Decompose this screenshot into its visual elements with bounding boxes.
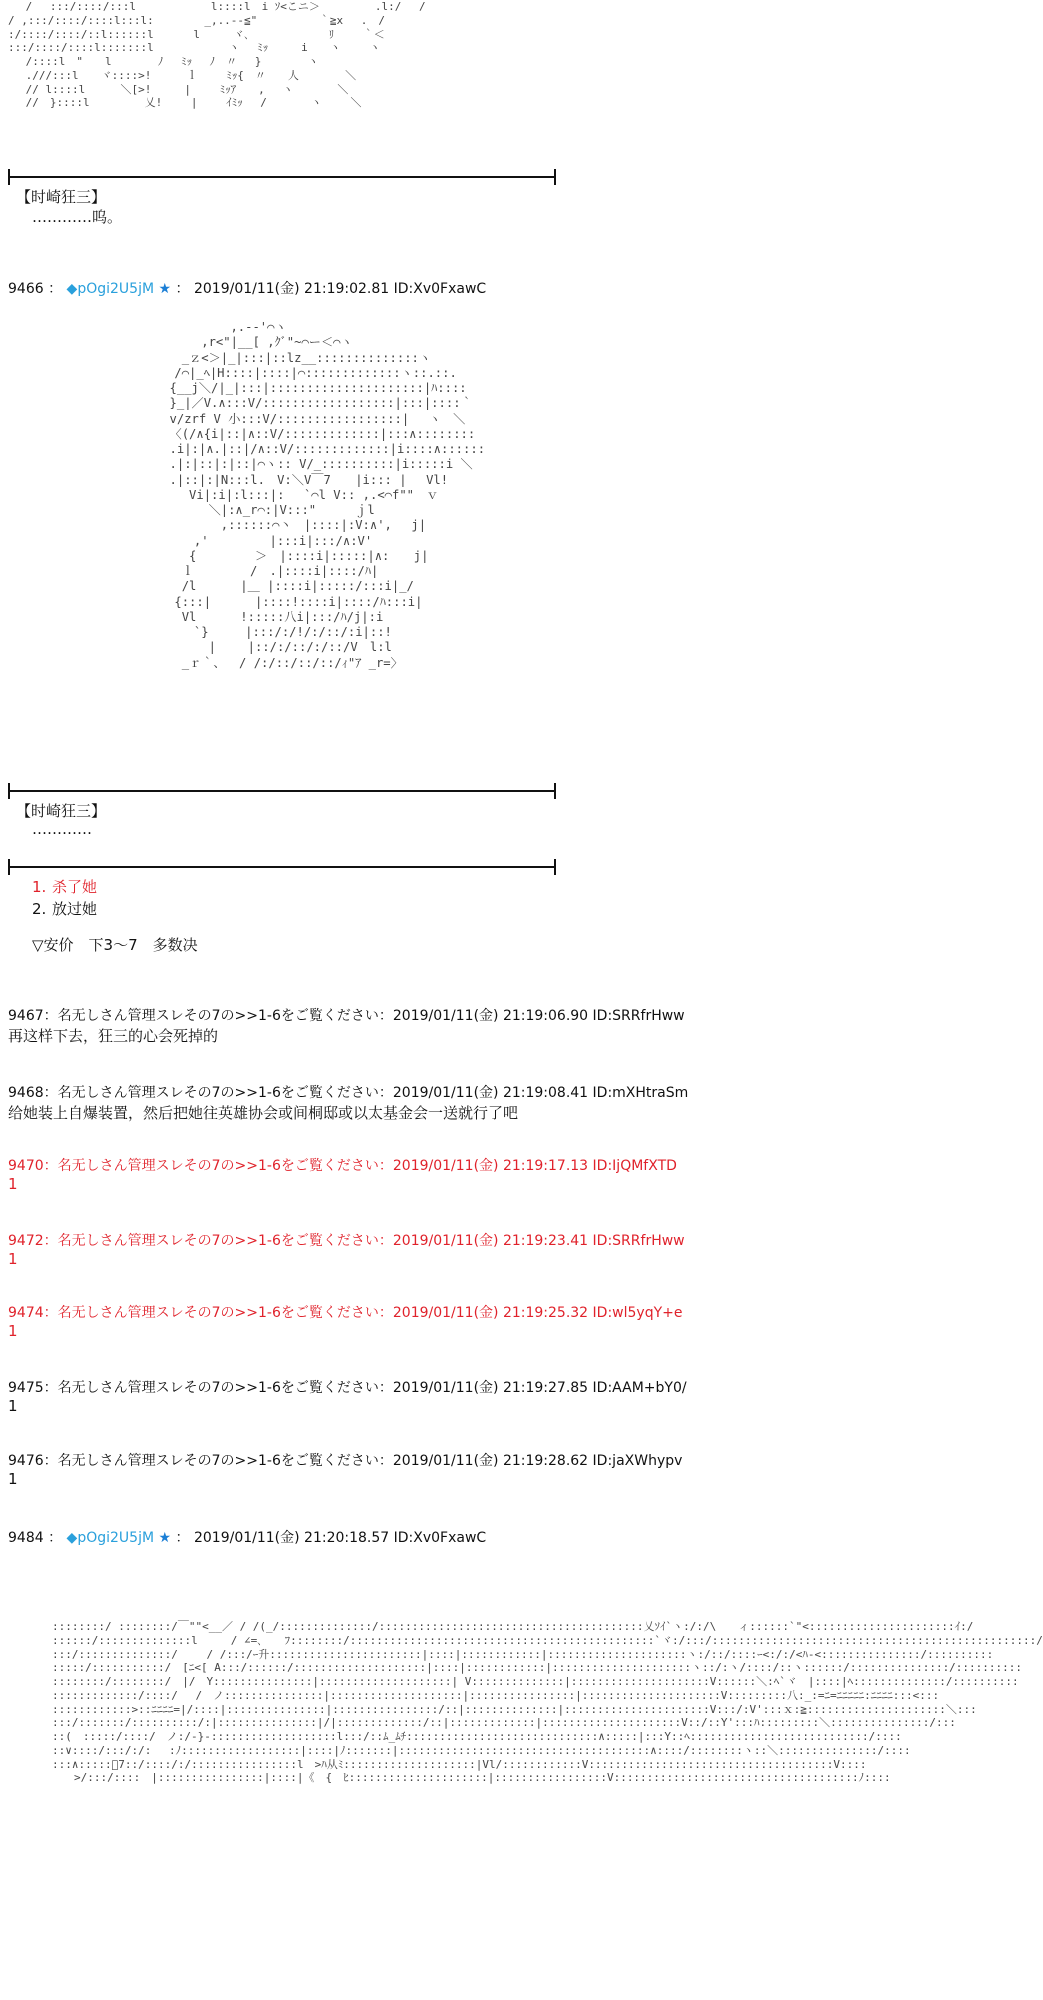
star-icon: ★ (158, 281, 172, 297)
separator: ： (48, 281, 63, 297)
post-number[interactable]: 9484 (8, 1530, 44, 1546)
separator: ： (43, 1380, 58, 1396)
reply-body: 1 (8, 1250, 18, 1268)
separator: ： (175, 1530, 190, 1546)
reply-header (8, 1302, 683, 1322)
reply-body: 1 (8, 1175, 18, 1193)
post-id[interactable]: ID:SRRfrHww (592, 1008, 685, 1024)
post-datetime: 2019/01/11(金) 21:20:18.57 (193, 1530, 390, 1546)
ascii-art-top: / :::/::::/:::l l::::l i ｿ<こニ＞ .l:/ / / ,:::/::::/::::l:::l: _,..-‐≦" ｀≧x . / :/::::/::::/::l::::::l l ヾ､ ﾘ ｀＜ :::/::::/::::l:::::::l ヽ ﾐｯ i ヽ ヽ /::::l " l ﾉ ﾐｯ ﾉ 〃 } ヽ .///:::l ヾ::::>! ｌ ﾐｯ{ 〃 人 ＼ // l::::l ＼[>! | ﾐｯｱ , ヽ ＼ // }::::l 乂! | ｲﾐｯ / ヽ ＼ (8, 0, 426, 110)
reply-name: 名无しさん管理スレその7の>>1-6をご覧ください (57, 1233, 379, 1249)
trip-code[interactable]: pOgi2U5jM (77, 281, 155, 297)
post-id[interactable]: ID:Xv0FxawC (393, 1530, 487, 1546)
speaker-name: 【时崎狂三】 (16, 188, 107, 206)
post-datetime: 2019/01/11(金) 21:19:02.81 (193, 281, 390, 297)
reply-header (8, 1082, 688, 1102)
reply-name: 名无しさん管理スレその7の>>1-6をご覧ください (57, 1085, 379, 1101)
reply-body: 1 (8, 1322, 18, 1340)
separator: ： (378, 1233, 393, 1249)
reply-name: 名无しさん管理スレその7の>>1-6をご覧ください (57, 1158, 379, 1174)
post-id[interactable]: ID:wl5yqY+e (592, 1305, 683, 1321)
separator: ： (378, 1453, 393, 1469)
reply-name: 名无しさん管理スレその7の>>1-6をご覧ください (57, 1008, 379, 1024)
post-number[interactable]: 9474 (8, 1305, 44, 1321)
post-number[interactable]: 9468 (8, 1085, 44, 1101)
separator: ： (43, 1085, 58, 1101)
separator: ： (378, 1085, 393, 1101)
reply-body: 1 (8, 1470, 18, 1488)
post-datetime: 2019/01/11(金) 21:19:23.41 (392, 1233, 589, 1249)
separator: ： (378, 1008, 393, 1024)
post-number[interactable]: 9475 (8, 1380, 44, 1396)
reply-header (8, 1450, 682, 1470)
trip-code[interactable]: pOgi2U5jM (77, 1530, 155, 1546)
choice-2 (32, 898, 97, 919)
post-datetime: 2019/01/11(金) 21:19:08.41 (392, 1085, 589, 1101)
choice-1 (32, 876, 97, 897)
reply-name: 名无しさん管理スレその7の>>1-6をご覧ください (57, 1453, 379, 1469)
separator: ： (43, 1008, 58, 1024)
star-icon: ★ (158, 1530, 172, 1546)
speaker-name-2: 【时崎狂三】 (16, 802, 107, 820)
post-datetime: 2019/01/11(金) 21:19:28.62 (392, 1453, 589, 1469)
post-datetime: 2019/01/11(金) 21:19:27.85 (392, 1380, 589, 1396)
post-number[interactable]: 9472 (8, 1233, 44, 1249)
ascii-art-middle: ,.-‐'⌒ヽ ,r<"|__[ ,ｸﾞ"~⌒ー＜⌒ヽ _ｚ<＞|_|:::|::lz__::::::::::::::ヽ /⌒|_ﾍ|H::::|::::|⌒:::::::::::::ヽ::.::. {__j＼/|_|:::|:::::::::::::::::::::|ﾊ:::: }_|／V.∧:::V/::::::::::::::::::|:::|::::｀ v/zrf V 小:::V/:::::::::::::::::| ヽ ＼ 〈(/∧{i|::|∧::V/:::::::::::::|:::∧:::::::: .i|:|∧.|::|/∧::V/:::::::::::::|i::::∧:::::: .|:|::|:|::|⌒ヽ:: V/_::::::::::|i:::::i ＼ .|::|:|N:::l. V:＼V￣7 |i::: | Vl! Vi|:i|:l:::|: `⌒l V:: ,.<⌒f"" ｖ ＼|:∧_r⌒:|V:::" ｊl ,::::::⌒丶 |::::|:V:∧', j| ,' |:::i|:::/∧:V' { ＞ |::::i|:::::|∧: j| ｌ / .|::::i|::::/ﾊ| /l |＿ |::::i|:::::/:::i|_/ {:::| |::::!::::i|::::/ﾊ:::i| Vl !:::::八i|:::/ﾊ/j|:i `} |:::/:/!/:/::/:i|::! | |::/:/::/:/::/V l:l _ｒ｀、 / /:/::/::/::/ｨ"ｱ _r=〉 (169, 320, 486, 670)
post-id[interactable]: ID:IjQMfXTD (592, 1158, 677, 1174)
post-id[interactable]: ID:jaXWhypv (592, 1453, 683, 1469)
trip-diamond-icon: ◆ (66, 281, 78, 297)
choice-number: 1. (32, 878, 47, 896)
choice-label: 杀了她 (52, 878, 98, 896)
speech-line-2: ………… (32, 820, 92, 838)
reply-header (8, 1377, 687, 1397)
separator: ： (48, 1530, 63, 1546)
choice-number: 2. (32, 900, 47, 918)
reply-name: 名无しさん管理スレその7の>>1-6をご覧ください (57, 1380, 379, 1396)
post-number[interactable]: 9470 (8, 1158, 44, 1174)
separator: ： (378, 1305, 393, 1321)
reply-body: 再这样下去，狂三的心会死掉的 (8, 1027, 219, 1045)
divider-1 (8, 176, 556, 178)
choice-label: 放过她 (52, 900, 98, 918)
reply-body: 给她装上自爆装置，然后把她往英雄协会或间桐邸或以太基金会一送就行了吧 (8, 1104, 519, 1122)
post-id[interactable]: ID:SRRfrHww (592, 1233, 685, 1249)
separator: ： (378, 1380, 393, 1396)
post-id[interactable]: ID:Xv0FxawC (393, 281, 487, 297)
post-datetime: 2019/01/11(金) 21:19:25.32 (392, 1305, 589, 1321)
separator: ： (378, 1158, 393, 1174)
trip-diamond-icon: ◆ (66, 1530, 78, 1546)
separator: ： (43, 1305, 58, 1321)
reply-name: 名无しさん管理スレその7の>>1-6をご覧ください (57, 1305, 379, 1321)
separator: ： (43, 1158, 58, 1174)
post-number[interactable]: 9467 (8, 1008, 44, 1024)
post-id[interactable]: ID:AAM+bY0/ (592, 1380, 687, 1396)
separator: ： (43, 1453, 58, 1469)
post-datetime: 2019/01/11(金) 21:19:06.90 (392, 1008, 589, 1024)
separator: ： (43, 1233, 58, 1249)
reply-header (8, 1230, 685, 1250)
separator: ： (175, 281, 190, 297)
reply-header (8, 1005, 685, 1025)
divider-2 (8, 790, 556, 792)
post-header-9466 (8, 278, 486, 298)
post-number[interactable]: 9476 (8, 1453, 44, 1469)
post-header-9484 (8, 1527, 486, 1547)
vote-rule: ▽安价 下3～7 多数决 (32, 936, 198, 954)
ascii-art-bottom: ::::::::/ ::::::::/￣""<__／ / /(_/::::::::::::::/::::::::::::::::::::::::::::::::::::::::乂ｿｲ`ヽ:/:/\ ィ::::::`"<::::::::::::::::::::::ｲ:/ ::::::/::::::::::::::l / ∠=､ ﾌ::::::::/::::::::::::::::::::::::::::::::::::::::::::::`ヾ:/:::/:::::::::::::::::::::::::::::::::::::::::::::::::/ :::/::::::::::::::/ / /:::/ｰ升:::::::::::::::::::::::|::::|::::::::::::|:::::::::::::::::::::ヽ:/::/::::ｰ<:/:/<ﾊ-<:::::::::::::::/:::::::::: :::::/:::::::::::/ [ﾆ<[ A:::/::::::/::::::::::::::::::::|::::|::::::::::::|:::::::::::::::::::::ヽ::/:ヽ/::::/::ヽ::::::/:::::::::::::::/:::::::::: ::::::::/::::::::/ |/ Y:::::::::::::::|::::::::::::::::::::| V::::::::::::::|:::::::::::::::::::::V::::::＼:ﾍ`ヾ |::::|ﾍ::::::::::::::/:::::::::: :::::::::::::/::::/ / ノ:::::::::::::::|::::::::::::::::::::|::::::::::::::::|:::::::::::::::::::::V:::::::::八:_:=ﾆ=ﾆﾆﾆﾆﾆ:ﾆﾆﾆﾆ:::<::: ::::::::::::>::ﾆﾆﾆﾆ=|/::::|:::::::::::::::|::::::::::::::::/::|::::::::::::::|::::::::::::::::::::::V:::/:V':::ｘ:≧:::::::::::::::::::::＼::: :::/:::::::/::::::::::/:|:::::::::::::::|/|:::::::::::::/::|:::::::::::::|:::::::::::::::::::::V::/::Y':::ﾊ:::::::::＼:::::::::::::::/::: ::( :::::/::::/ ノ:/‐}-:::::::::::::::::::l:::/::ﾑ_ﾑﾁ:::::::::::::::::::::::::::::∧:::::|:::Y::ﾍ:::::::::::::::::::::::::::/:::: ::∨::::/:::/:/: :ﾉ::::::::::::::::::|::::|ﾉ:::::::|::::::::::::::::::::::::::::::::::::::∧::::/::::::::ヽ::＼:::::::::::::::/:::: :::∧:::::ﾞ7::/::::/:/::::::::::::::::l >ﾊ从ﾐ::::::::::::::::::::|Vl/::::::::::::V:::::::::::::::::::::::::::::::::::::V:::: >/:::/:::: |::::::::::::::::|::::|《 { ﾋ:::::::::::::::::::::|:::::::::::::::::V:::::::::::::::::::::::::::::::::::::ﾉ:::: (52, 1620, 1043, 1785)
reply-body: 1 (8, 1397, 18, 1415)
reply-header (8, 1155, 677, 1175)
divider-3 (8, 866, 556, 868)
speech-line: …………呜。 (32, 208, 123, 226)
post-id[interactable]: ID:mXHtraSm (592, 1085, 689, 1101)
post-datetime: 2019/01/11(金) 21:19:17.13 (392, 1158, 589, 1174)
post-number[interactable]: 9466 (8, 281, 44, 297)
